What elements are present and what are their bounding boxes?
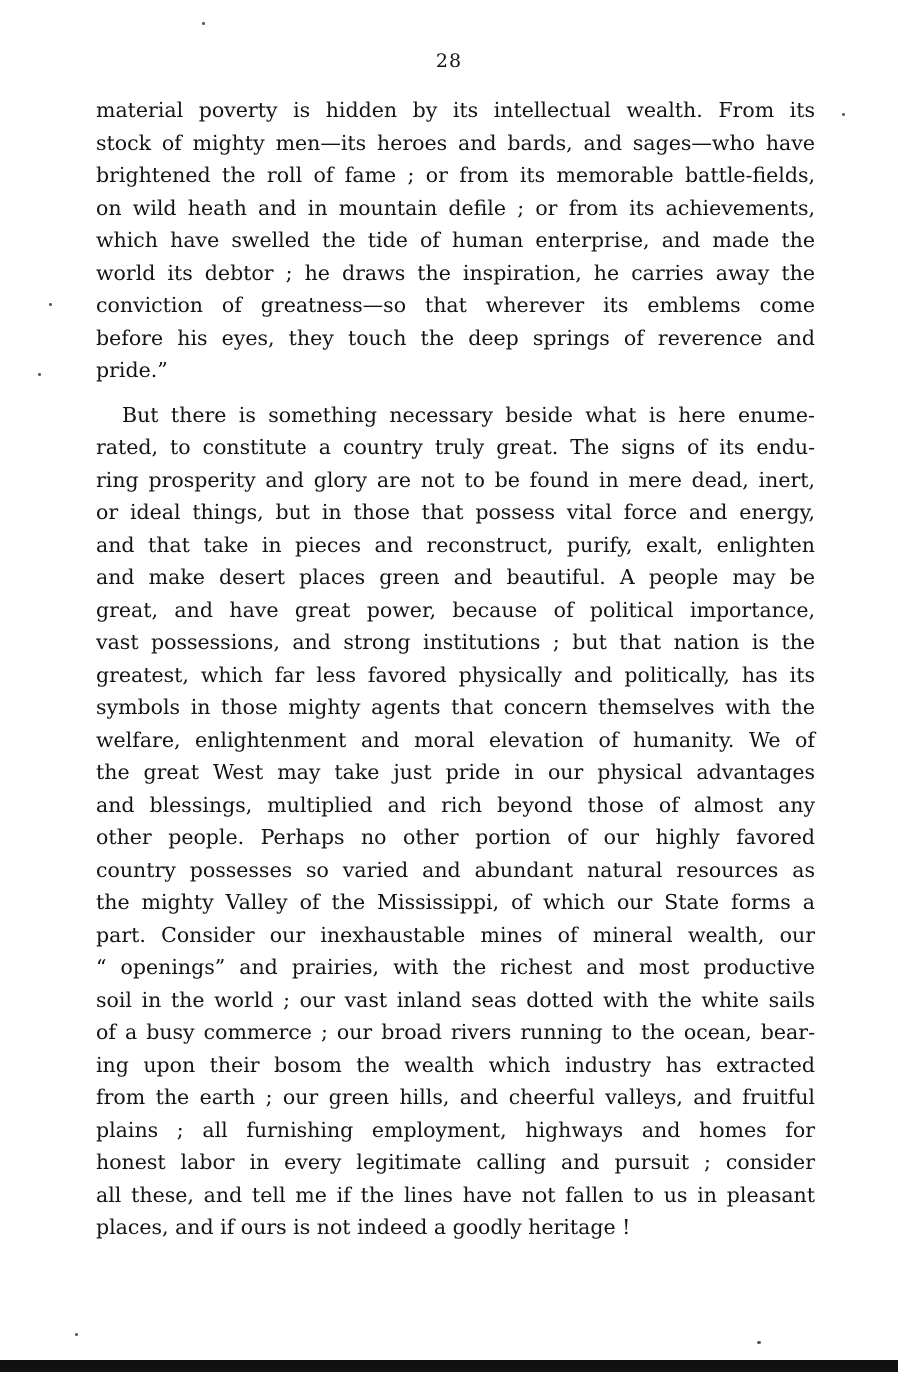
text-line: rated, to constitute a country truly great. The signs of its endu- (96, 435, 815, 459)
page-bottom-edge (0, 1360, 898, 1372)
text-line: vast possessions, and strong institutions ; but that nation is the (96, 630, 815, 654)
text-line: greatest, which far less favored physically and politically, has its (96, 662, 815, 687)
text-line: and that take in pieces and reconstruct, purify, exalt, enlighten (96, 532, 815, 557)
text-line: ing upon their bosom the wealth which industry has extracted (96, 1052, 815, 1077)
print-speck (49, 303, 52, 306)
text-line: from the earth ; our green hills, and cheerful valleys, and fruitful (96, 1085, 815, 1109)
text-line: great, and have great power, because of political importance, (96, 597, 815, 622)
text-line: on wild heath and in mountain defile ; or from its achievements, (96, 195, 815, 220)
body-text (96, 94, 815, 1244)
page-number: 28 (435, 50, 463, 72)
text-line: all these, and tell me if the lines have not fallen to us in pleasant (96, 1182, 815, 1207)
text-line: world its debtor ; he draws the inspiration, he carries away the (96, 260, 815, 285)
text-line: and make desert places green and beautiful. A people may be (96, 565, 815, 589)
text-line: soil in the world ; our vast inland seas dotted with the white sails (96, 987, 815, 1012)
text-line: pride.” (96, 358, 168, 382)
paragraph-2 (96, 399, 815, 1244)
text-line: before his eyes, they touch the deep springs of reverence and (96, 325, 815, 350)
paragraph-1 (96, 94, 815, 387)
text-line: brightened the roll of fame ; or from its memorable battle-fields, (96, 163, 815, 187)
print-speck (757, 1341, 761, 1344)
text-line: honest labor in every legitimate calling and pursuit ; consider (96, 1150, 815, 1174)
text-line: “ openings” and prairies, with the richest and most productive (96, 955, 815, 979)
text-line: country possesses so varied and abundant natural resources as (96, 857, 815, 882)
text-line: or ideal things, but in those that possess vital force and energy, (96, 500, 815, 524)
text-line: ring prosperity and glory are not to be found in mere dead, inert, (96, 467, 815, 492)
text-line: the mighty Valley of the Mississippi, of which our State forms a (96, 890, 815, 914)
text-line: other people. Perhaps no other portion of our highly favored (96, 825, 815, 849)
text-line: symbols in those mighty agents that concern themselves with the (96, 695, 815, 719)
print-speck (842, 113, 845, 116)
text-line: the great West may take just pride in our physical advantages (96, 760, 815, 784)
text-line: But there is something necessary beside what is here enume- (122, 402, 815, 427)
print-speck (38, 373, 41, 376)
text-line: part. Consider our inexhaustable mines of mineral wealth, our (96, 922, 815, 947)
text-line: places, and if ours is not indeed a goodly heritage ! (96, 1215, 631, 1239)
text-line: stock of mighty men—its heroes and bards, and sages—who have (96, 130, 815, 155)
text-line: which have swelled the tide of human enterprise, and made the (96, 228, 815, 252)
text-line: material poverty is hidden by its intellectual wealth. From its (96, 98, 815, 122)
print-speck (75, 1333, 78, 1336)
text-line: plains ; all furnishing employment, highways and homes for (96, 1117, 815, 1142)
text-line: of a busy commerce ; our broad rivers running to the ocean, bear- (96, 1020, 815, 1044)
text-line: conviction of greatness—so that wherever its emblems come (96, 293, 815, 317)
print-speck (202, 22, 205, 25)
paragraph-gap (96, 387, 815, 399)
text-line: welfare, enlightenment and moral elevation of humanity. We of (96, 727, 815, 752)
text-line: and blessings, multiplied and rich beyond those of almost any (96, 792, 815, 817)
